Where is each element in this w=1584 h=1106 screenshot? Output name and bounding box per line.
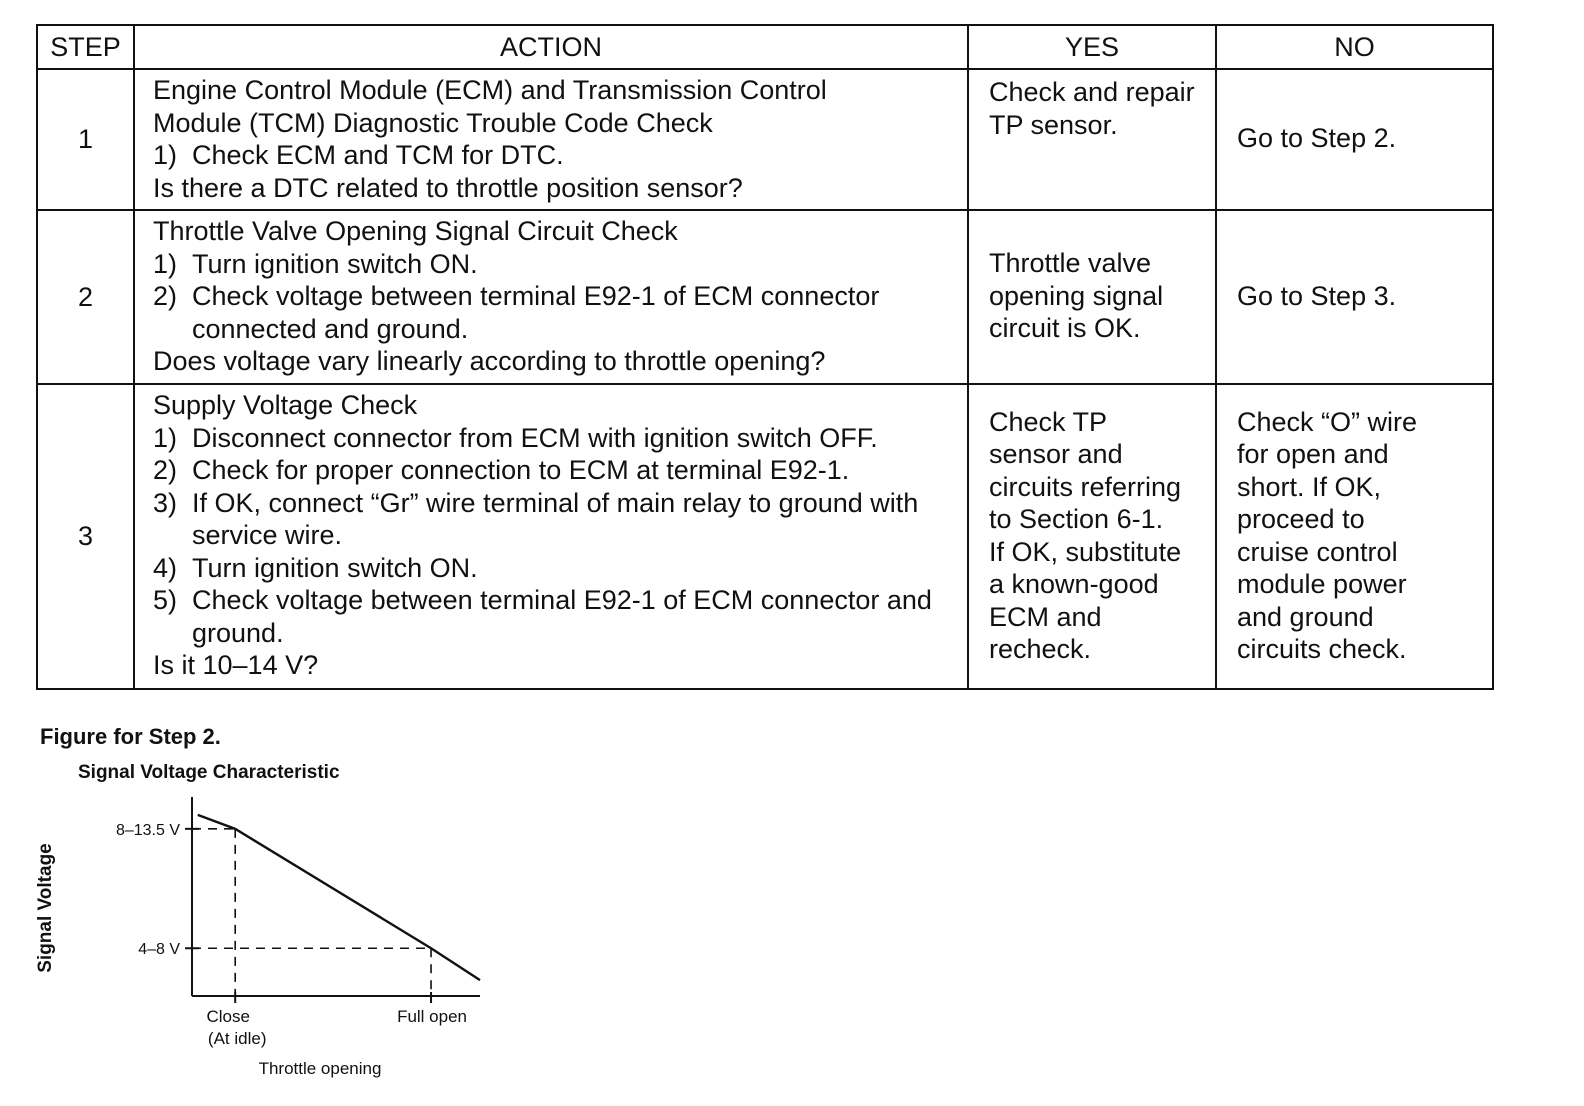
item-text: Turn ignition switch ON. [192, 552, 478, 583]
item-number: 1) [153, 140, 178, 170]
action-title: Throttle Valve Opening Signal Circuit Check [153, 216, 678, 246]
no-line: and ground [1237, 601, 1374, 632]
header-no: NO [1216, 25, 1493, 69]
no-line: cruise control [1237, 536, 1398, 567]
item-number: 1) [153, 248, 178, 279]
step-number: 1 [37, 69, 134, 210]
x-tick-sublabel: (At idle) [207, 1029, 267, 1048]
yes-line: ECM and [989, 601, 1102, 632]
action-item [153, 139, 957, 172]
yes-line: Throttle valve [989, 248, 1152, 279]
no-line: for open and [1237, 439, 1389, 469]
action-item [153, 280, 957, 345]
action-question: Is there a DTC related to throttle position sensor? [153, 172, 743, 203]
yes-line: circuits referring [989, 471, 1182, 502]
table-row [37, 69, 1493, 210]
no-line: module power [1237, 569, 1407, 599]
item-text: Check for proper connection to ECM at terminal E92-1. [192, 455, 850, 485]
item-text: Check ECM and TCM for DTC. [192, 140, 564, 170]
action-title: Supply Voltage Check [153, 390, 418, 420]
yes-cell [968, 69, 1216, 210]
yes-line: sensor and [989, 439, 1123, 469]
no-line: Go to Step 3. [1237, 280, 1397, 311]
series-line [198, 815, 480, 980]
yes-line: Check TP [989, 406, 1108, 437]
x-tick-label: Full open [397, 1007, 468, 1026]
action-cell [134, 210, 968, 384]
y-tick-label: 4–8 V [138, 941, 180, 959]
action-item [153, 487, 957, 552]
item-text: Disconnect connector from ECM with ignition switch OFF. [192, 422, 878, 453]
figure-caption: Figure for Step 2. [40, 724, 221, 749]
item-number: 1) [153, 422, 178, 453]
header-step: STEP [37, 25, 134, 69]
action-title: Module (TCM) Diagnostic Trouble Code Check [153, 107, 713, 138]
action-item [153, 454, 957, 487]
action-question: Does voltage vary linearly according to throttle opening? [153, 346, 826, 376]
chart-marks [116, 815, 480, 1048]
action-question: Is it 10–14 V? [153, 650, 319, 680]
step-number: 3 [37, 384, 134, 689]
yes-line: circuit is OK. [989, 313, 1141, 344]
item-text: If OK, connect “Gr” wire terminal of main relay to ground with service wire. [192, 487, 919, 550]
yes-line: to Section 6-1. [989, 504, 1164, 534]
header-yes: YES [968, 25, 1216, 69]
yes-cell [968, 210, 1216, 384]
item-number: 5) [153, 585, 178, 615]
action-cell [134, 384, 968, 689]
table-row [37, 384, 1493, 689]
no-cell [1216, 384, 1493, 689]
no-line: short. If OK, [1237, 471, 1382, 502]
no-line: Check “O” wire [1237, 406, 1418, 437]
x-axis-label: Throttle opening [258, 1059, 382, 1078]
yes-line: If OK, substitute [989, 536, 1182, 567]
item-text: Turn ignition switch ON. [192, 248, 478, 279]
action-title: Engine Control Module (ECM) and Transmission Control [153, 75, 827, 105]
item-number: 2) [153, 281, 178, 311]
item-text: Check voltage between terminal E92-1 of ECM connector connected and ground. [192, 281, 880, 344]
table-header-row [37, 25, 1493, 69]
yes-line: Check and repair [989, 77, 1195, 107]
y-tick-label: 8–13.5 V [115, 821, 180, 839]
no-line: Go to Step 2. [1237, 123, 1397, 154]
yes-line: opening signal [989, 280, 1164, 311]
diagnostic-table [36, 24, 1494, 690]
item-text: Check voltage between terminal E92-1 of ECM connector and ground. [192, 585, 932, 648]
y-axis-label: Signal Voltage [35, 843, 56, 973]
action-item [153, 248, 957, 281]
action-item [153, 422, 957, 455]
step-number: 2 [37, 210, 134, 384]
chart-title: Signal Voltage Characteristic [78, 762, 340, 783]
x-tick-label: Close [206, 1007, 250, 1026]
yes-line: TP sensor. [989, 109, 1118, 140]
header-action: ACTION [134, 25, 968, 69]
yes-line: recheck. [989, 634, 1092, 664]
item-number: 4) [153, 552, 178, 583]
action-item [153, 552, 957, 585]
no-cell [1216, 69, 1493, 210]
no-line: circuits check. [1237, 634, 1407, 664]
yes-cell [968, 384, 1216, 689]
signal-voltage-chart [0, 780, 520, 1090]
table-row [37, 210, 1493, 384]
no-line: proceed to [1237, 504, 1365, 534]
item-number: 2) [153, 455, 178, 485]
yes-line: a known-good [989, 569, 1159, 599]
action-cell [134, 69, 968, 210]
no-cell [1216, 210, 1493, 384]
item-number: 3) [153, 487, 178, 518]
action-item [153, 584, 957, 649]
